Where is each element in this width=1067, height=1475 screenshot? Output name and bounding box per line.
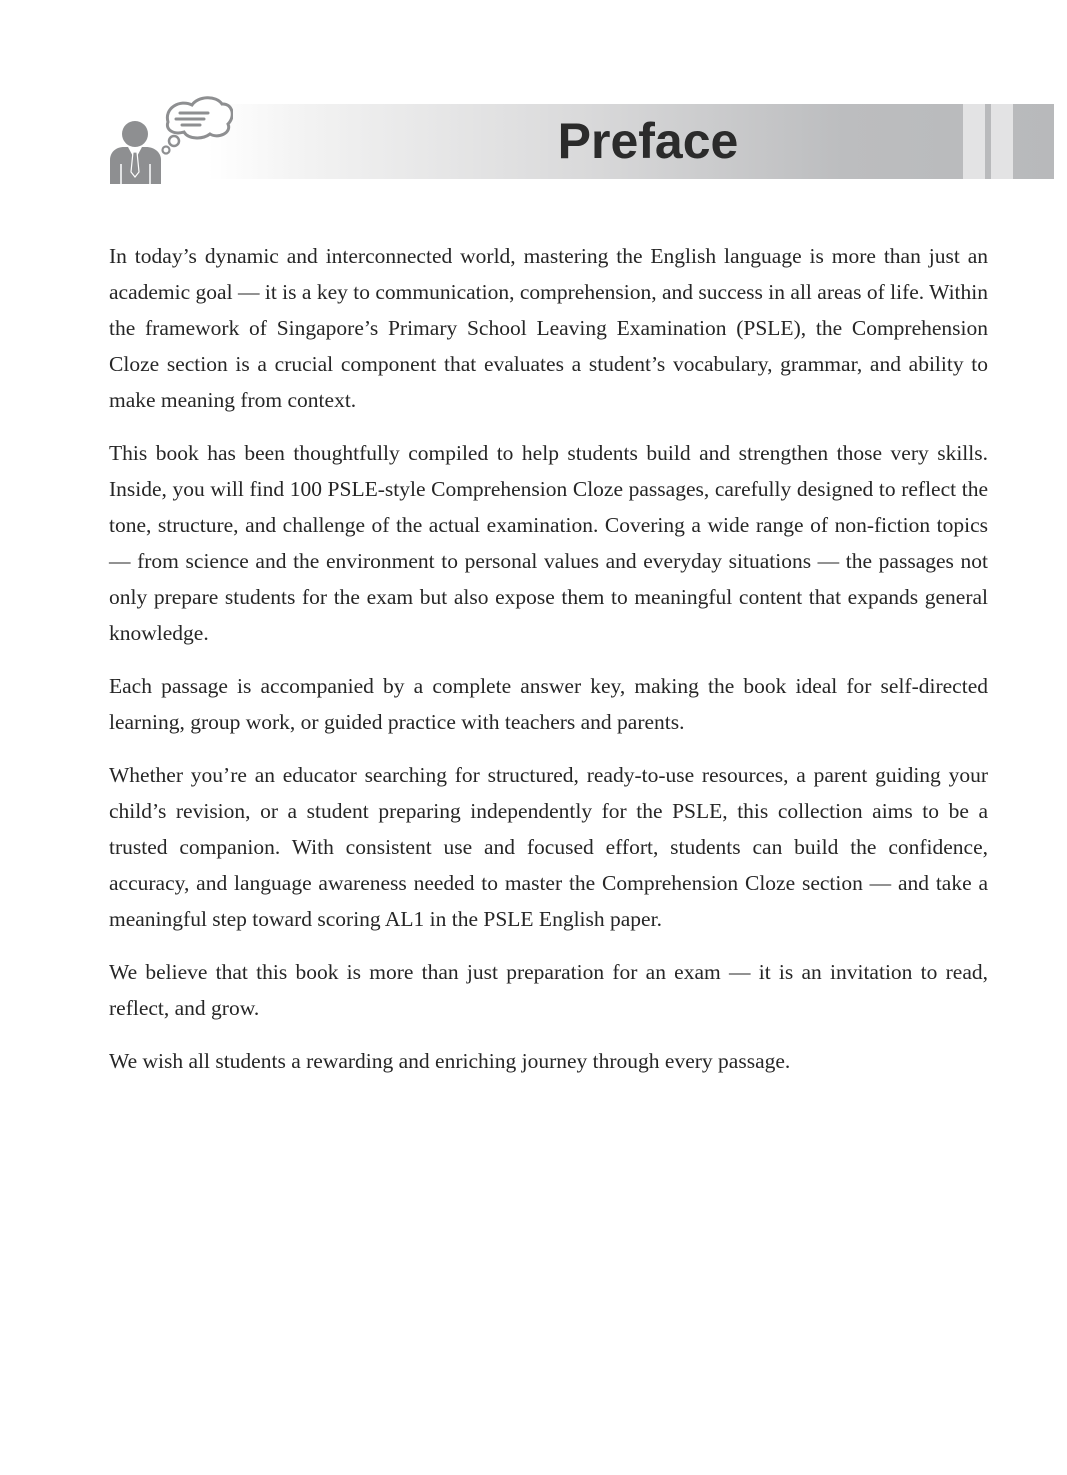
preface-body [109, 238, 988, 1096]
paragraph-3: Each passage is accompanied by a complete answer key, making the book ideal for self-directed learning, group work, or guided practice with teachers and parents. [109, 674, 988, 734]
header-decor-bar [963, 104, 985, 179]
paragraph-1: In today’s dynamic and interconnected world, mastering the English language is more than just an academic goal — it is a key to communication, comprehension, and success in all areas of life. Within the framework of Singapore’s Primary School Leaving Examination (PSLE), the Comprehension Cloze section is a crucial component that evaluates a student’s vocabulary, grammar, and ability to make meaning from context. [109, 244, 988, 412]
page-header [108, 94, 1014, 186]
paragraph-2: This book has been thoughtfully compiled to help students build and strengthen those very skills. Inside, you will find 100 PSLE-style Comprehension Cloze passages, carefully designed to reflect the tone, structure, and challenge of the actual examination. Covering a wide range of non-fiction topics — from science and the environment to personal values and everyday situations — the passages not only prepare students for the exam but also expose them to meaningful content that expands general knowledge. [109, 441, 988, 645]
thinking-person-icon [108, 94, 233, 186]
header-decor-bar [991, 104, 1013, 179]
paragraph-5: We believe that this book is more than just preparation for an exam — it is an invitation to read, reflect, and grow. [109, 960, 988, 1020]
paragraph-6: We wish all students a rewarding and enriching journey through every passage. [109, 1049, 791, 1073]
paragraph-4: Whether you’re an educator searching for structured, ready-to-use resources, a parent guiding your child’s revision, or a student preparing independently for the PSLE, this collection aims to be a trusted companion. With consistent use and focused effort, students can build the confidence, accuracy, and language awareness needed to master the Comprehension Cloze section — and take a meaningful step toward scoring AL1 in the PSLE English paper. [109, 763, 988, 931]
page-title: Preface [557, 113, 739, 169]
